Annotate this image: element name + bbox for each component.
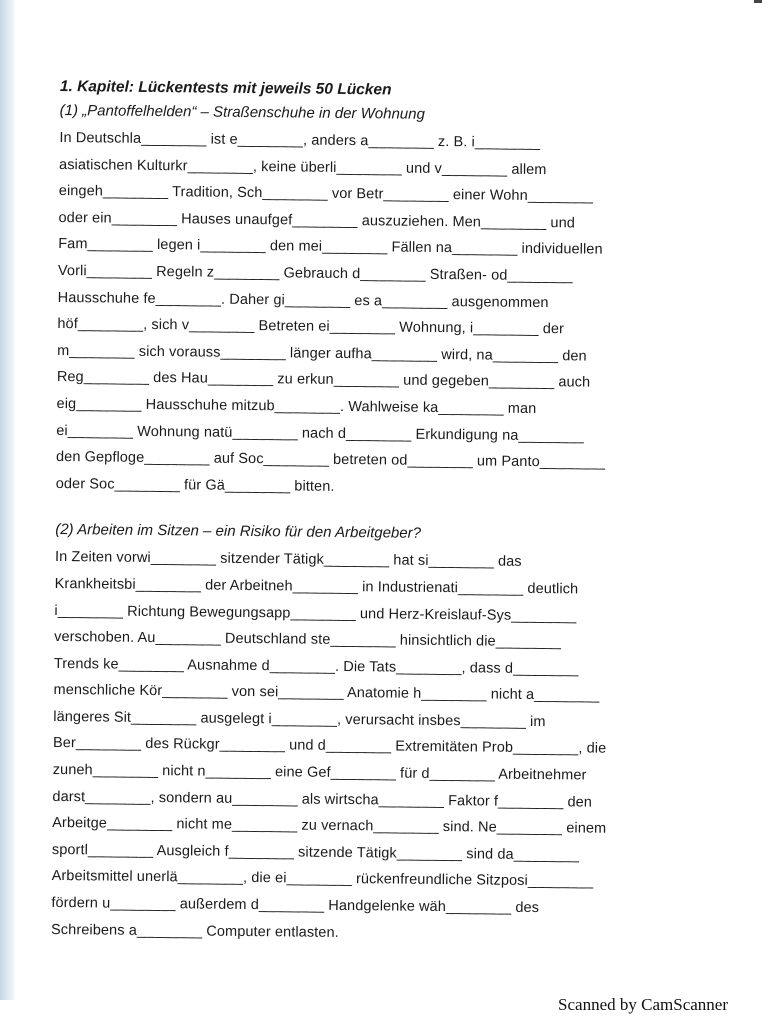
section-1-text (56, 125, 700, 504)
section-2-text (51, 544, 695, 950)
worksheet-page (51, 78, 700, 950)
text-line: fördern u________ außerdem d________ Handgelenke wäh________ des (51, 894, 540, 917)
text-line: oder Soc________ für Gä________ bitten. (55, 475, 335, 495)
chapter-title: 1. Kapitel: Lückentests mit jeweils 50 Lücken (59, 78, 392, 99)
text-line: Schreibens a________ Computer entlasten. (50, 921, 339, 941)
text-line: Ber________ des Rückgr________ und d________ Extremitäten Prob________, die (52, 735, 607, 758)
text-line: längeres Sit________ ausgelegt i________, verursacht insbes________ im (53, 708, 546, 730)
section-1-title: (1) „Pantoffelhelden“ – Straßenschuhe in der Wohnung (59, 101, 425, 123)
text-line: m________ sich vorauss________ länger aufha________ wird, na________ den (57, 342, 587, 365)
text-line: In Deutschla________ ist e________, anders a________ z. B. i________ (59, 129, 541, 152)
scan-shadow-edge (0, 0, 16, 1000)
text-line: menschliche Kör________ von sei________ Anatomie h________ nicht a________ (53, 682, 600, 704)
text-line: asiatischen Kulturkr________, keine überli________ und v________ allem (59, 156, 547, 178)
text-line: Reg________ des Hau________ zu erkun________ und gegeben________ auch (56, 369, 591, 391)
text-line: eingeh________ Tradition, Sch________ vor Betr________ einer Wohn________ (58, 183, 594, 205)
text-line: höf________, sich v________ Betreten ei________ Wohnung, i________ der (57, 316, 565, 338)
section-2-title: (2) Arbeiten im Sitzen – ein Risiko für den Arbeitgeber? (55, 521, 422, 543)
text-line: ei________ Wohnung natü________ nach d________ Erkundigung na________ (56, 422, 584, 445)
text-line: Vorli________ Regeln z________ Gebrauch d________ Straßen- od________ (57, 262, 573, 285)
text-line: den Gepfloge________ auf Soc________ betreten od________ um Panto________ (55, 449, 606, 471)
text-line: sportl________ Ausgleich f________ sitzende Tätigk________ sind da________ (51, 841, 580, 864)
text-line: Trends ke________ Ausnahme d________. Die Tats________, dass d________ (53, 655, 579, 678)
camscanner-watermark: Scanned by CamScanner (558, 995, 728, 1014)
text-line: darst________, sondern au________ als wirtscha________ Faktor f________ den (52, 788, 593, 811)
scan-corner-mark (754, 0, 762, 3)
text-line: Hausschuhe fe________. Daher gi________ es a________ ausgenommen (57, 289, 549, 311)
text-line: Krankheitsbi________ der Arbeitneh________ in Industrienati________ deutlich (54, 575, 579, 598)
text-line: eig________ Hausschuhe mitzub________. Wahlweise ka________ man (56, 395, 537, 417)
text-line: verschoben. Au________ Deutschland ste________ hinsichtlich die________ (54, 629, 562, 651)
text-line: In Zeiten vorwi________ sitzender Tätigk________ hat si________ das (54, 549, 522, 571)
text-line: Fam________ legen i________ den mei________ Fällen na________ individuellen (58, 236, 603, 259)
text-line: Arbeitge________ nicht me________ zu vernach________ sind. Ne________ einem (52, 815, 607, 838)
text-line: oder ein________ Hauses unaufgef________ auszuziehen. Men________ und (58, 209, 576, 232)
text-line: i________ Richtung Bewegungsapp________ und Herz-Kreislauf-Sys________ (54, 602, 577, 624)
text-line: Arbeitsmittel unerlä________, die ei________ rückenfreundliche Sitzposi________ (51, 868, 594, 891)
text-line: zuneh________ nicht n________ eine Gef________ für d________ Arbeitnehmer (52, 762, 587, 784)
